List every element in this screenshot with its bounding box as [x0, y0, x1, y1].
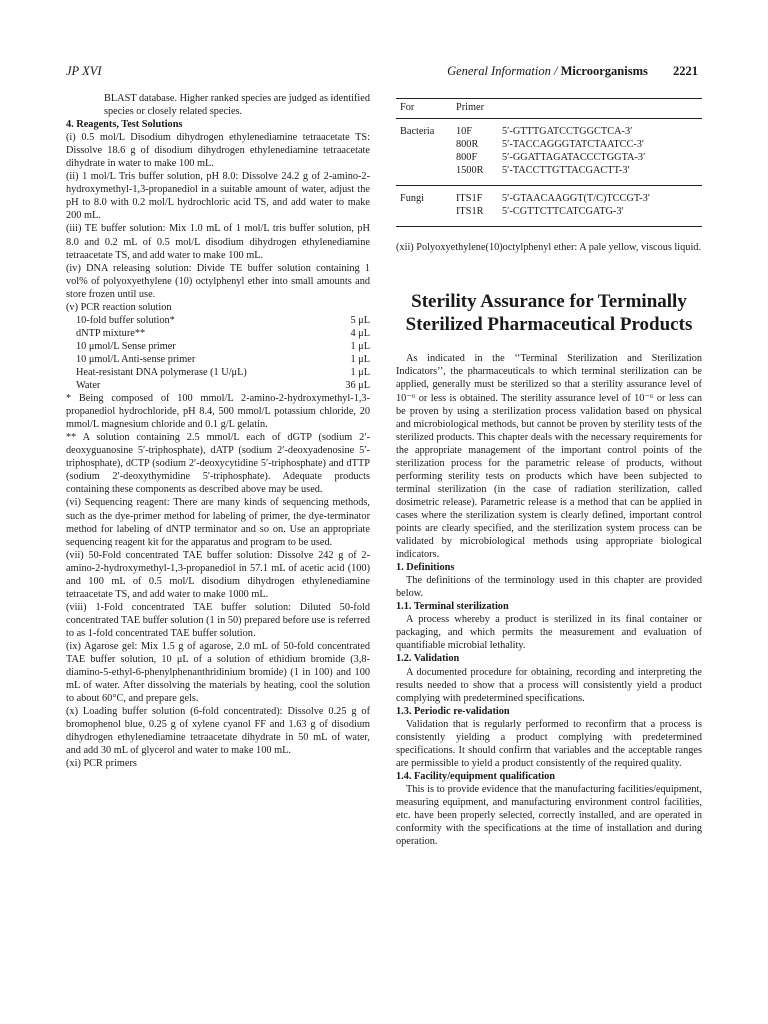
- primer-sequence: 5′-CGTTCTTCATCGATG-3′: [502, 205, 702, 227]
- reagent-item: (xi) PCR primers: [66, 758, 137, 770]
- primer-name: ITS1R: [456, 205, 502, 227]
- primer-name: 800F: [456, 152, 478, 164]
- footnote-buffer: * Being composed of 100 mmol/L 2-amino-2-hydroxymethyl-1,3-propanediol hydrochloride, pH 8.4, 500 mmol/L potassium chloride, 20 mmol/L magnesium chloride and 0.1 g/L gelatin.: [66, 393, 370, 431]
- journal-label: JP XVI: [66, 64, 102, 78]
- reagent-item: (viii) 1-Fold concentrated TAE buffer solution: Diluted 50-fold concentrated TAE buffer solution (1 in 50) prepared before use is referred to as 1-fold concentrated TAE buffer solution.: [66, 601, 370, 639]
- reagent-item: (vi) Sequencing reagent: There are many kinds of sequencing methods, such as the dye-primer method for labeling of primer, the dye-terminator method for labeling of dNTP terminator and so on. Use an appropriate sequencing reagent kit for the apparatus and program to be used.: [66, 497, 370, 548]
- subsection-label: Microorganisms: [560, 64, 648, 78]
- continuation-paragraph: BLAST database. Higher ranked species are judged as identified species or closely related species.: [104, 93, 371, 118]
- body-paragraph: The definitions of the terminology used in this chapter are provided below.: [396, 575, 702, 600]
- table-row: [396, 186, 702, 206]
- article-title-line: Sterility Assurance for Terminally: [411, 291, 687, 313]
- article-title-line: Sterilized Pharmaceutical Products: [405, 314, 693, 336]
- reagent-item: (ix) Agarose gel: Mix 1.5 g of agarose, 2.0 mL of 50-fold concentrated TAE buffer solution, 10 μL of a solution of ethidium bromide (3,8-diamino-5-ethyl-6-phenylphenanthridinium bromide) (1 in 100) and 100 mL of water. After dissolving the materials by heating, cool the solution to about 60°C, and prepare gels.: [66, 640, 370, 705]
- table-row: [396, 151, 702, 164]
- body-paragraph: This is to provide evidence that the manufacturing facilities/equipment, measuring equipment, and manufacturing environment control facilities, etc. have been properly selected, correctly installed, and are operated in conformity with the specifications at the time of installation and during operation.: [396, 783, 702, 848]
- primer-sequence: 5′-TACCTTGTTACGACTT-3′: [502, 164, 702, 186]
- reagent-item: (xii) Polyoxyethylene(10)octylphenyl ether: A pale yellow, viscous liquid.: [396, 242, 702, 254]
- primer-name: 1500R: [456, 164, 502, 186]
- table-row: [396, 119, 702, 139]
- article-title: [396, 290, 702, 336]
- pcr-row: Water 36 μL: [76, 380, 370, 392]
- table-header-row: [396, 99, 702, 119]
- subsection-heading: 1.3. Periodic re-validation: [396, 705, 510, 717]
- pcr-row: dNTP mixture** 4 μL: [76, 327, 370, 339]
- primer-table: [396, 98, 702, 227]
- subsection-heading: 1.2. Validation: [396, 653, 460, 665]
- table-row: [396, 164, 702, 186]
- primer-sequence: 5′-GTTTGATCCTGGCTCA-3′: [502, 126, 633, 138]
- pcr-row: 10 μmol/L Sense primer 1 μL: [76, 340, 370, 352]
- page-number: 2221: [673, 64, 698, 78]
- intro-paragraph: As indicated in the ‘‘Terminal Sterilization and Sterilization Indicators’’, the pharmaceuticals to which terminal sterilization can be applied, generally must be sterilized so that a sterility assurance level of 10⁻⁶ or less is obtained. The sterility assurance level of 10⁻⁶ or less can be proven by using a sterilization process validation based on physical and microbiological methods, but cannot be proven by sterility tests of the sterilized products. This chapter deals with the necessary requirements for the appropriate management of the important control points of the sterilization process for the parametric release of products, without performing sterility tests on products which have been subjected to terminal sterilization (in the case of radiation sterilization, called dosimetric release). Parametric release is a method that can be applied in cases where the sterilization system is clearly defined, important control points are clearly specified, and the sterilization system process can be validated by microbiological methods using appropriate biological indicators.: [396, 353, 702, 561]
- running-header: [66, 64, 698, 80]
- primer-sequence: 5′-GGATTAGATACCCTGGTA-3′: [502, 152, 646, 164]
- left-column: [66, 92, 370, 770]
- organism-cell: Bacteria: [400, 126, 435, 138]
- section-heading: 1. Definitions: [396, 562, 455, 574]
- reagent-item: (ii) 1 mol/L Tris buffer solution, pH 8.0: Dissolve 24.2 g of 2-amino-2-hydroxymethyl-1,3-propanediol in a suitable amount of water, adjust the pH to 8.0 with 0.2 mol/L hydrochloric acid TS, and add water to make 200 mL.: [66, 171, 370, 222]
- right-column: [396, 92, 702, 848]
- section-heading: 4. Reagents, Test Solutions: [66, 119, 183, 131]
- primer-name: ITS1F: [456, 193, 483, 205]
- body-paragraph: A process whereby a product is sterilized in its final container or packaging, and which permits the measurement and evaluation of quantifiable microbial lethality.: [396, 614, 702, 652]
- pcr-row: Heat-resistant DNA polymerase (1 U/μL) 1 μL: [76, 366, 370, 378]
- column-header: For: [396, 99, 456, 119]
- reagent-item: (vii) 50-Fold concentrated TAE buffer solution: Dissolve 242 g of 2-amino-2-hydroxymethyl-1,3-propanediol in 57.1 mL of acetic acid (100) and 100 mL of 0.5 mol/L disodium dihydrogen ethylenediamine tetraacetate TS, and add water to make 1000 mL.: [66, 549, 370, 600]
- footnote-dntp: ** A solution containing 2.5 mmol/L each of dGTP (sodium 2′-deoxyguanosine 5′-triphosphate), dATP (sodium 2′-deoxyadenosine 5′-triphosphate), dCTP (sodium 2′-deoxycytidine 5′-triphosphate) and dTTP (sodium 2′-deoxythymidine 5′-triphosphate). Adequate products containing these components as described above may be used.: [66, 432, 370, 496]
- body-paragraph: Validation that is regularly performed to reconfirm that a process is consistently yielding a product complying with predetermined specifications. It should confirm that variables and the acceptable ranges are permissible to yield a product consistently of the required quality.: [396, 718, 702, 769]
- body-paragraph: A documented procedure for obtaining, recording and interpreting the results needed to show that a process will consistently yield a product complying with predetermined specifications.: [396, 666, 702, 704]
- primer-name: 10F: [456, 126, 473, 138]
- reagent-item: (iii) TE buffer solution: Mix 1.0 mL of 1 mol/L tris buffer solution, pH 8.0 and 0.2 mL of 0.5 mol/L disodium dihydrogen ethylenediamine tetraacetate TS, and add water to make 100 mL.: [66, 223, 370, 261]
- reagent-item: (iv) DNA releasing solution: Divide TE buffer solution containing 1 vol% of polyoxyethylene (10) octylphenyl ether into small amounts and store frozen until use.: [66, 262, 370, 300]
- subsection-heading: 1.1. Terminal sterilization: [396, 601, 509, 613]
- reagent-item: (x) Loading buffer solution (6-fold concentrated): Dissolve 0.25 g of bromophenol blue, 0.25 g of xylene cyanol FF and 1.63 g of disodium dihydrogen ethylenediamine tetraacetate dihydrate in 50 mL of water, and add 30 mL of glycerol and water to make 100 mL.: [66, 706, 370, 757]
- pcr-composition-list: [66, 314, 370, 392]
- pcr-row: 10 μmol/L Anti-sense primer 1 μL: [76, 353, 370, 365]
- primer-sequence: 5′-GTAACAAGGT(T/C)TCCGT-3′: [502, 193, 651, 205]
- table-row: [396, 138, 702, 151]
- organism-cell: Fungi: [400, 193, 425, 205]
- section-label: General Information /: [447, 64, 558, 78]
- header-right: [447, 64, 698, 79]
- subsection-heading: 1.4. Facility/equipment qualification: [396, 770, 556, 782]
- primer-name: 800R: [456, 139, 479, 151]
- reagent-item: (i) 0.5 mol/L Disodium dihydrogen ethylenediamine tetraacetate TS: Dissolve 18.6 g of disodium dihydrogen ethylenediamine tetraacetate dihydrate in water to make 100 mL.: [66, 132, 370, 170]
- reagent-item: (v) PCR reaction solution: [66, 301, 172, 313]
- pcr-row: 10-fold buffer solution* 5 μL: [76, 314, 370, 326]
- table-row: [396, 205, 702, 227]
- column-header: Primer: [456, 99, 702, 119]
- primer-sequence: 5′-TACCAGGGTATCTAATCC-3′: [502, 139, 645, 151]
